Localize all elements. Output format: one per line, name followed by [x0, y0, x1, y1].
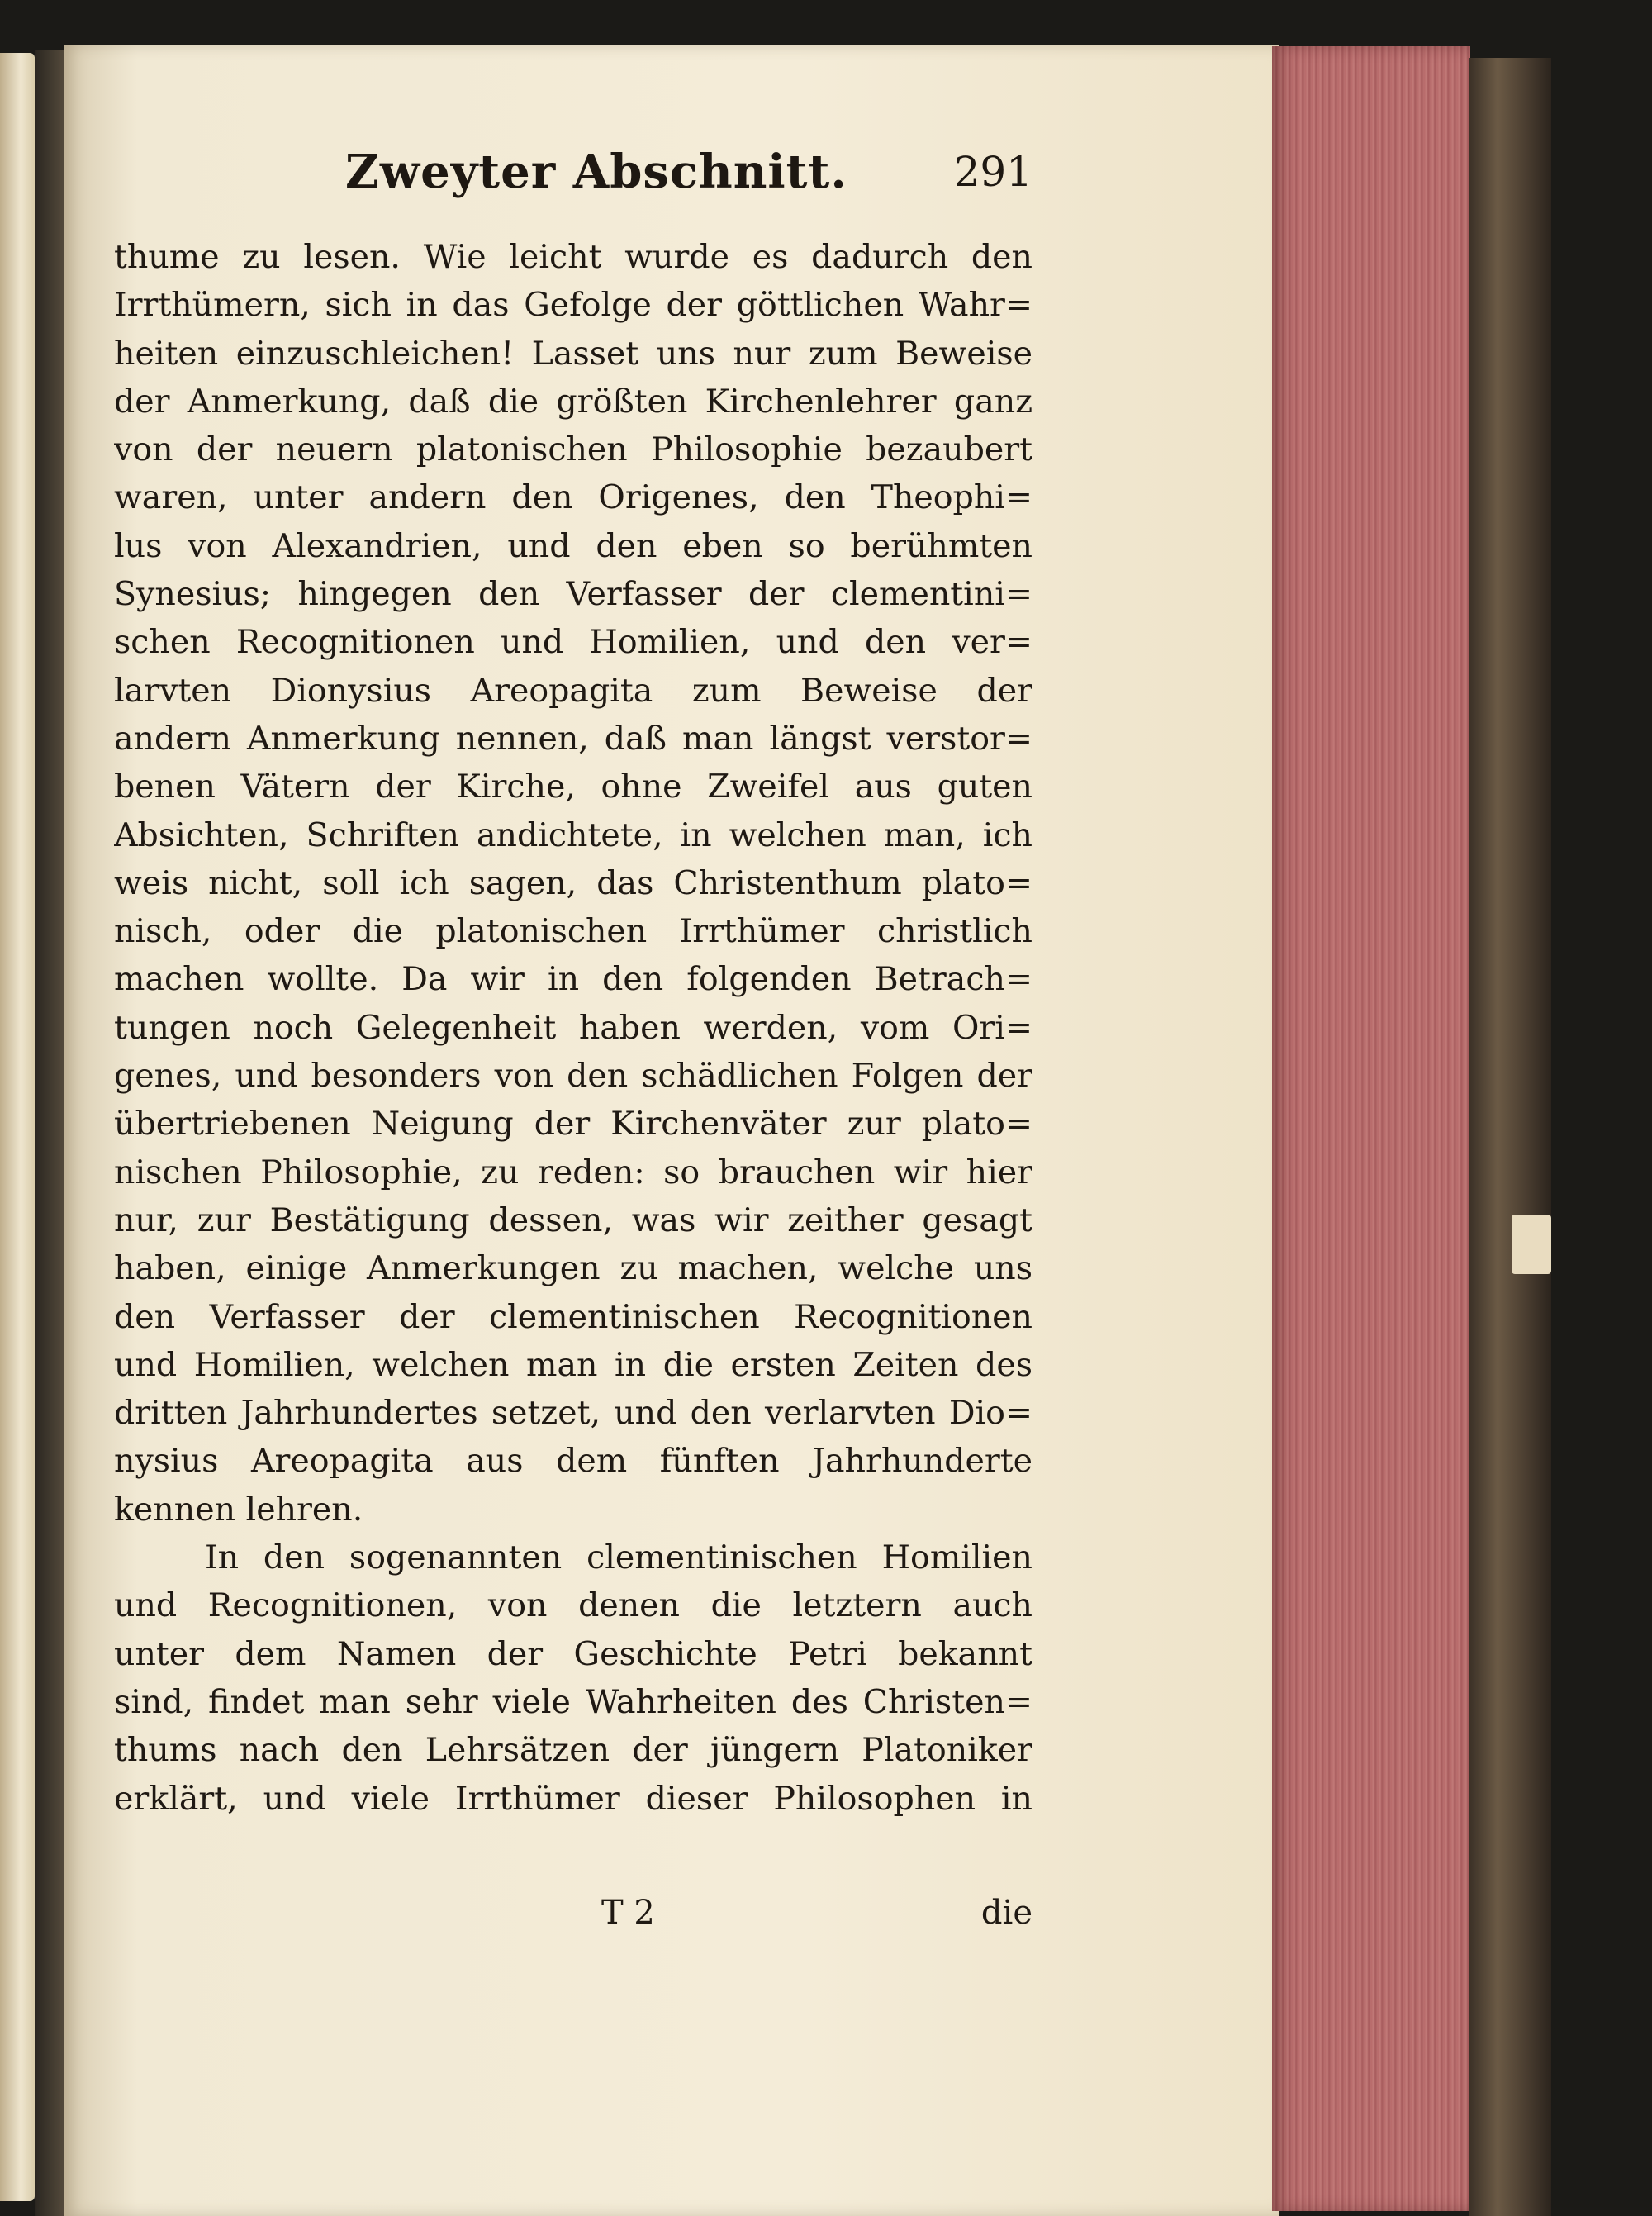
text-line: und Homilien, welchen man in die ersten Zeiten des — [114, 1345, 1032, 1384]
text-line: larvten Dionysius Areopagita zum Beweise der — [114, 671, 1032, 710]
book-cover — [1469, 58, 1551, 2216]
text-line: schen Recognitionen und Homilien, und den ver= — [114, 623, 1032, 662]
page-number: 291 — [953, 148, 1032, 196]
red-page-edges — [1272, 46, 1470, 2211]
body-text — [114, 233, 1032, 1823]
text-line: und Recognitionen, von denen die letztern auch — [114, 1586, 1032, 1625]
text-line: sind, findet man sehr viele Wahrheiten des Christen= — [114, 1682, 1032, 1721]
text-line: Irrthümern, sich in das Gefolge der göttlichen Wahr= — [114, 286, 1032, 325]
text-line: Synesius; hingegen den Verfasser der clementini= — [114, 575, 1032, 614]
text-line: weis nicht, soll ich sagen, das Christenthum plato= — [114, 863, 1032, 902]
signature-mark: T 2 — [601, 1894, 655, 1932]
text-line: thums nach den Lehrsätzen der jüngern Platoniker — [114, 1731, 1032, 1770]
text-line: In den sogenannten clementinischen Homilien — [205, 1538, 1032, 1577]
text-line: tungen noch Gelegenheit haben werden, vom Ori= — [114, 1008, 1032, 1047]
text-line: nysius Areopagita aus dem fünften Jahrhunderte — [114, 1442, 1032, 1481]
text-line: nur, zur Bestätigung dessen, was wir zeither gesagt — [114, 1201, 1032, 1239]
text-line: der Anmerkung, daß die größten Kirchenlehrer ganz — [114, 382, 1032, 421]
text-line: haben, einige Anmerkungen zu machen, welche uns — [114, 1249, 1032, 1288]
text-line: lus von Alexandrien, und den eben so berühmten — [114, 526, 1032, 565]
text-line: übertriebenen Neigung der Kirchenväter zur plato= — [114, 1105, 1032, 1144]
text-line: nischen Philosophie, zu reden: so brauchen wir hier — [114, 1153, 1032, 1191]
text-line: heiten einzuschleichen! Lasset uns nur zum Beweise — [114, 334, 1032, 373]
text-line: thume zu lesen. Wie leicht wurde es dadurch den — [114, 238, 1032, 276]
text-line: Absichten, Schriften andichtete, in welchen man, ich — [114, 816, 1032, 854]
text-line: waren, unter andern den Origenes, den Theophi= — [114, 478, 1032, 517]
text-line: andern Anmerkung nennen, daß man längst verstor= — [114, 719, 1032, 758]
running-title: Zweyter Abschnitt. — [345, 145, 847, 199]
page-header — [114, 145, 1032, 209]
catchword: die — [980, 1894, 1032, 1932]
text-line: nisch, oder die platonischen Irrthümer christlich — [114, 912, 1032, 951]
text-line: von der neuern platonischen Philosophie bezaubert — [114, 430, 1032, 469]
text-line: kennen lehren. — [114, 1490, 363, 1529]
facing-page-edge — [0, 53, 35, 2201]
page-footer — [114, 1894, 1032, 1943]
text-line: den Verfasser der clementinischen Recognitionen — [114, 1297, 1032, 1336]
paper-tab — [1512, 1215, 1551, 1274]
text-line: dritten Jahrhundertes setzet, und den verlarvten Dio= — [114, 1394, 1032, 1433]
text-line: benen Vätern der Kirche, ohne Zweifel aus guten — [114, 768, 1032, 806]
text-line: genes, und besonders von den schädlichen Folgen der — [114, 1057, 1032, 1096]
text-line: machen wollte. Da wir in den folgenden Betrach= — [114, 960, 1032, 999]
text-line: erklärt, und viele Irrthümer dieser Philosophen in — [114, 1779, 1032, 1818]
text-line: unter dem Namen der Geschichte Petri bekannt — [114, 1634, 1032, 1673]
